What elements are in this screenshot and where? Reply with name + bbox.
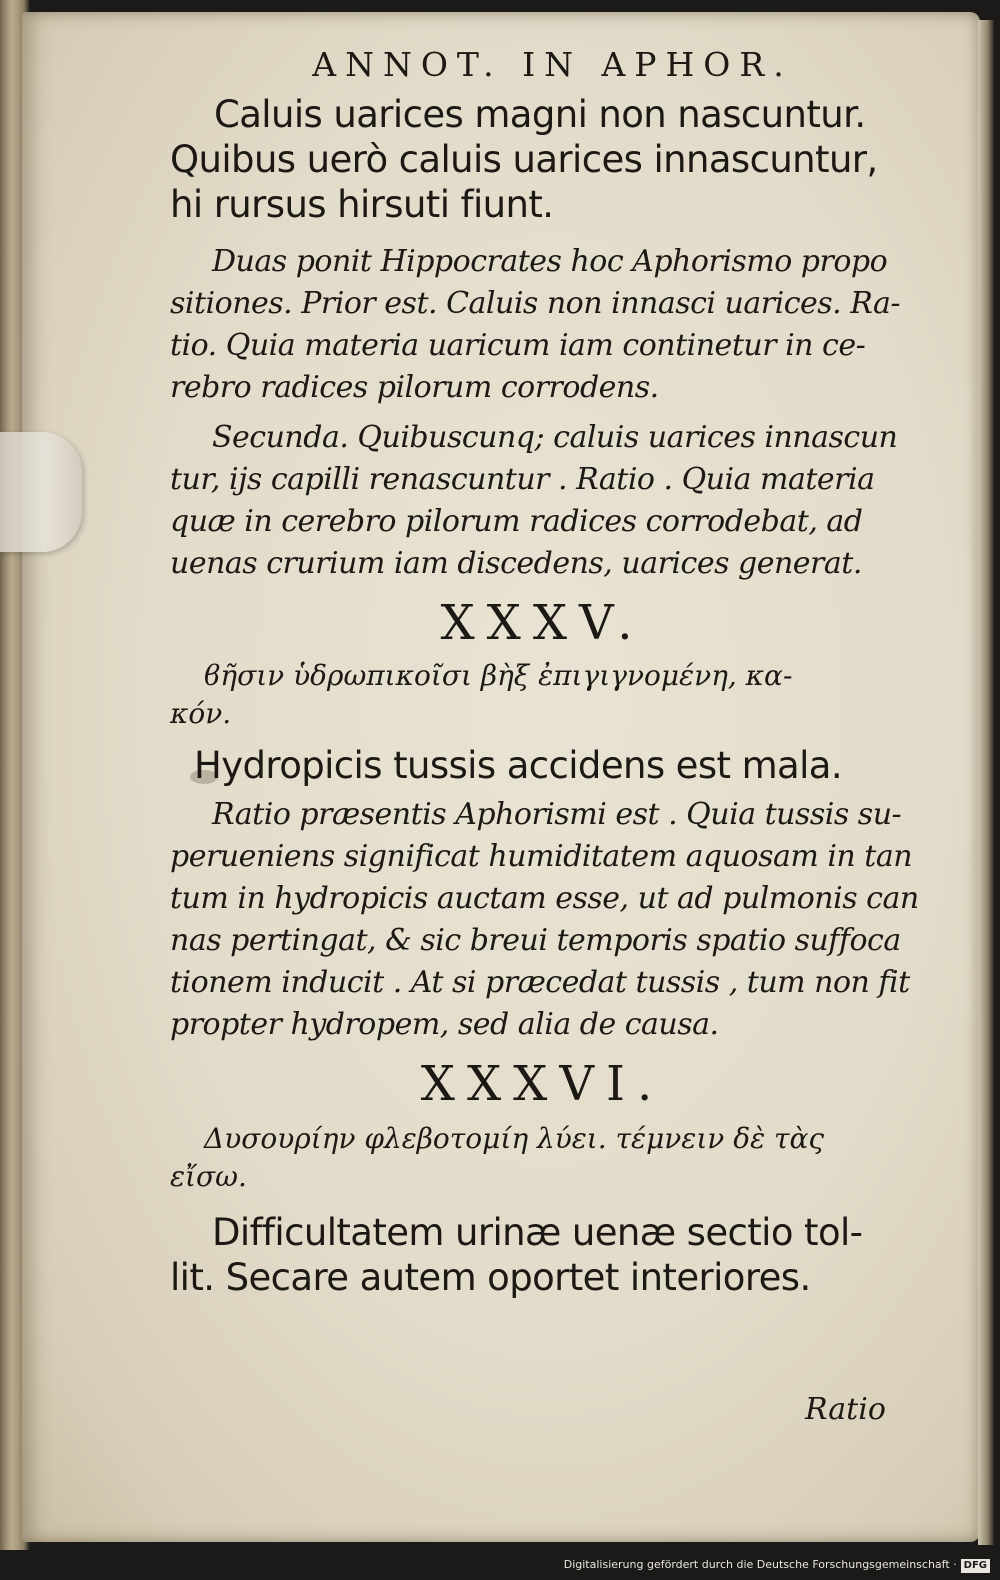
verse-line: hi rursus hirsuti fiunt. <box>170 183 554 226</box>
aphorism-number: XXXV. <box>440 595 645 651</box>
verse-line: Quibus uerò caluis uarices innascuntur, <box>170 138 878 181</box>
comment-line: Secunda. Quibuscunq; caluis uarices innascun <box>212 420 898 455</box>
greek-line: ϐῆσιν ὑδρωπικοῖσι βὴξ ἐπιγιγνομένη, κα- <box>204 659 793 692</box>
comment-line: Ratio præsentis Aphorismi est . Quia tussis su- <box>212 797 902 832</box>
comment-line: quæ in cerebro pilorum radices corrodebat, ad <box>170 504 863 539</box>
comment-line: Duas ponit Hippocrates hoc Aphorismo propo <box>212 244 888 279</box>
greek-line: κόν. <box>170 697 232 730</box>
dfg-logo: DFG <box>961 1559 990 1573</box>
comment-line: rebro radices pilorum corrodens. <box>170 370 659 405</box>
greek-line: Δυσουρίην φλεβοτομίη λύει. τέμνειν δὲ τὰς <box>204 1122 825 1155</box>
comment-line: tio. Quia materia uaricum iam continetur in ce- <box>170 328 866 363</box>
aphorism-35-greek <box>170 657 915 733</box>
running-header: ANNOT. IN APHOR. <box>312 45 793 84</box>
comment-line: tum in hydropicis auctam esse, ut ad pulmonis can <box>170 881 919 916</box>
page-tab-marker <box>0 432 82 552</box>
page-text <box>170 42 919 1300</box>
aphorism-34-verse <box>170 92 915 227</box>
comment-line: tionem inducit . At si præcedat tussis , tum non fit <box>170 965 910 1000</box>
comment-line: tur, ijs capilli renascuntur . Ratio . Quia materia <box>170 462 875 497</box>
verse-line: lit. Secare autem oportet interiores. <box>170 1256 811 1299</box>
aphorism-35-verse <box>170 743 915 788</box>
digitization-credit <box>564 1554 990 1576</box>
greek-line: εἴσω. <box>170 1160 247 1193</box>
aphorism-36-verse <box>170 1210 915 1300</box>
page-edge <box>978 20 994 1545</box>
credit-text: Digitalisierung gefördert durch die Deutsche Forschungsgemeinschaft · <box>563 1558 957 1571</box>
comment-line: sitiones. Prior est. Caluis non innasci uarices. Ra- <box>170 286 901 321</box>
comment-line: propter hydropem, sed alia de causa. <box>170 1007 719 1042</box>
aphorism-35-comment <box>170 794 919 1046</box>
aphorism-36-greek <box>170 1120 915 1196</box>
aphorism-number: XXXVI. <box>420 1056 665 1112</box>
comment-line: uenas crurium iam discedens, uarices generat. <box>170 546 862 581</box>
verse-line: Difficultatem urinæ uenæ sectio tol- <box>212 1211 863 1254</box>
aphorism-34-comment-2 <box>170 417 915 585</box>
aphorism-34-comment-1 <box>170 241 915 409</box>
verse-line: Caluis uarices magni non nascuntur. <box>214 93 866 136</box>
catchword: Ratio <box>805 1392 886 1427</box>
comment-line: nas pertingat, & sic breui temporis spatio suffoca <box>170 923 901 958</box>
comment-line: perueniens significat humiditatem aquosam in tan <box>170 839 913 874</box>
verse-line: Hydropicis tussis accidens est mala. <box>194 744 843 787</box>
